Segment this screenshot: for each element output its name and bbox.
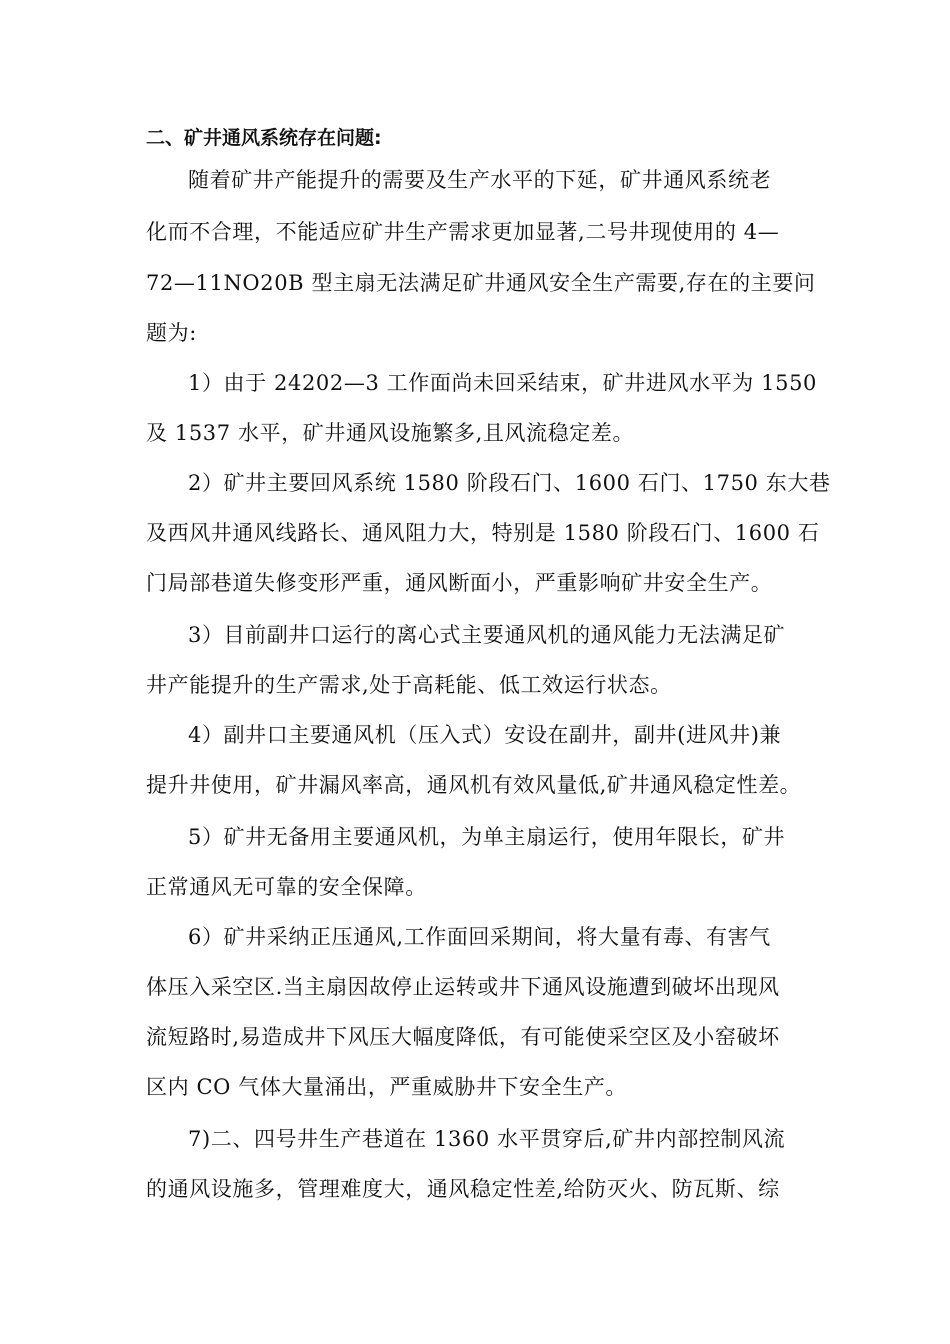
item-6-line: 体压入采空区.当主扇因故停止运转或井下通风设施遭到破坏出现风 [146,975,780,999]
item-1-line: 1）由于 24202—3 工作面尚未回采结束，矿井进风水平为 1550 [188,371,817,395]
paragraph-intro-line: 随着矿井产能提升的需要及生产水平的下延，矿井通风系统老 [188,168,772,192]
item-7-line: 的通风设施多，管理难度大，通风稳定性差,给防灭火、防瓦斯、综 [146,1177,780,1201]
item-1-line: 及 1537 水平，矿井通风设施繁多,且风流稳定差。 [146,421,635,445]
item-3-line: 3）目前副井口运行的离心式主要通风机的通风能力无法满足矿 [188,623,786,647]
item-6-line: 流短路时,易造成井下风压大幅度降低，有可能使采空区及小窑破坏 [146,1025,780,1049]
item-6-line: 区内 CO 气体大量涌出，严重威胁井下安全生产。 [146,1075,628,1099]
item-3-line: 井产能提升的生产需求,处于高耗能、低工效运行状态。 [146,673,672,697]
item-2-line: 2）矿井主要回风系统 1580 阶段石门、1600 石门、1750 东大巷 [188,471,831,495]
item-6-line: 6）矿井采纳正压通风,工作面回采期间，将大量有毒、有害气 [188,925,771,949]
item-5-line: 5）矿井无备用主要通风机，为单主扇运行，使用年限长，矿井 [188,825,786,849]
item-4-line: 4）副井口主要通风机（压入式）安设在副井，副井(进风井)兼 [188,723,782,747]
item-2-line: 及西风井通风线路长、通风阻力大，特别是 1580 阶段石门、1600 石 [146,521,820,545]
item-4-line: 提升井使用，矿井漏风率高，通风机有效风量低,矿井通风稳定性差。 [146,773,802,797]
paragraph-intro-line: 题为: [146,321,197,345]
paragraph-intro-line: 化而不合理，不能适应矿井生产需求更加显著,二号井现使用的 4— [146,220,780,244]
section-heading: 二、矿井通风系统存在问题: [146,127,382,149]
item-7-line: 7)二、四号井生产巷道在 1360 水平贯穿后,矿井内部控制风流 [188,1127,786,1151]
item-5-line: 正常通风无可靠的安全保障。 [146,875,427,899]
paragraph-intro-line: 72—11NO20B 型主扇无法满足矿井通风安全生产需要,存在的主要问 [146,271,816,295]
item-2-line: 门局部巷道失修变形严重，通风断面小，严重影响矿井安全生产。 [146,571,773,595]
